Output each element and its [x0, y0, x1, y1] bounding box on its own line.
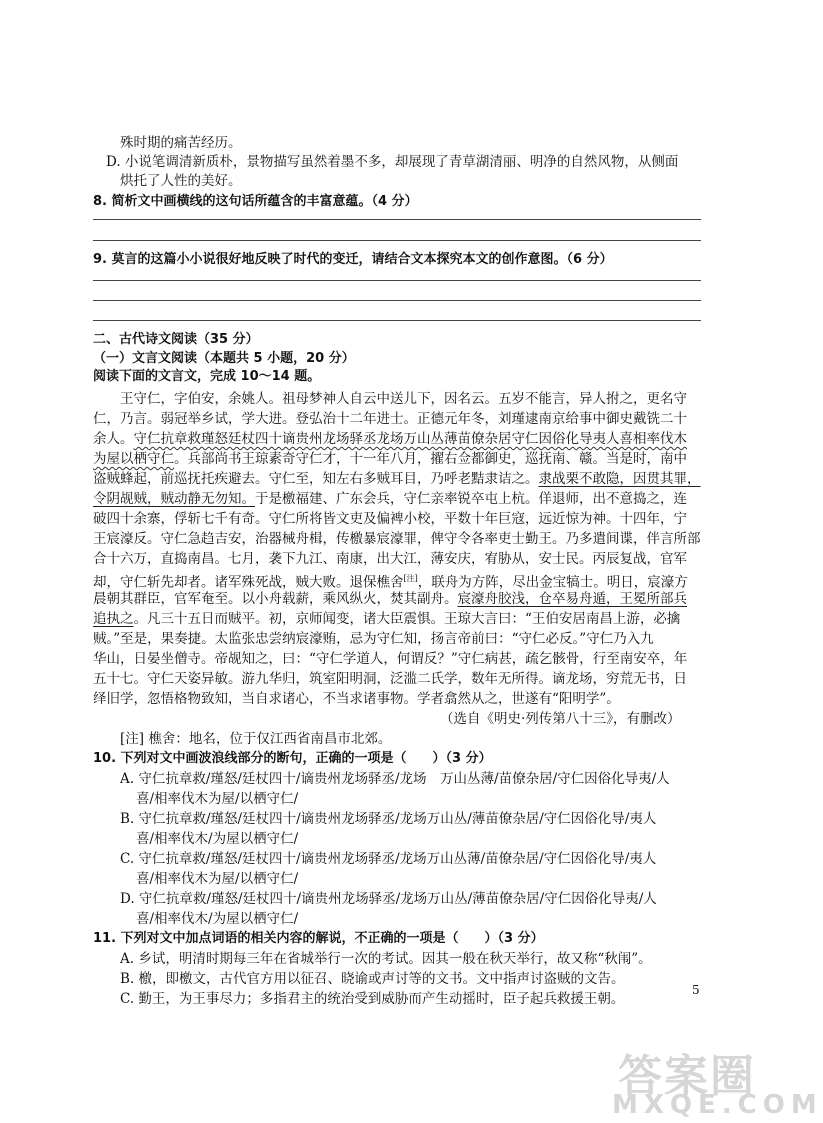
- passage-line: 合十六万，直捣南昌。七月，袭下九江、南康，出大江，薄安庆，宥胁从，安士民。丙辰复战，官军: [93, 551, 687, 567]
- passage-line: 五十七。守仁天姿异敏。游九华归，筑室阳明洞，泛滥二氏学，数年无所得。谪龙场，穷荒无书，日: [93, 671, 687, 687]
- q10-option-c-line1: C. 守仁抗章救/瑾怒/廷杖四十/谪贵州龙场驿丞/龙场万山丛薄/苗僚杂居/守仁因俗化导/夷人: [120, 851, 657, 867]
- wavy-underlined-text: 守仁抗章救瑾怒廷杖四十谪贵州龙场驿丞龙场万山丛薄苗僚杂居守仁因俗化导夷人喜相率伐木: [133, 431, 687, 447]
- question-11-stem: 11. 下列对文中加点词语的相关内容的解说，不正确的一项是（ ）（3 分）: [93, 931, 544, 946]
- passage-line: 令阴觇贼，贼动静无勿知。于是檄福建、广东会兵，守仁亲率锐卒屯上杭。佯退师，出不意捣之，连: [93, 491, 687, 507]
- q10-option-c-line2: 喜/相率伐木为屋/以栖守仁/: [136, 871, 299, 887]
- q10-option-a-line1: A. 守仁抗章救/瑾怒/廷杖四十/谪贵州龙场驿丞/龙场 万山丛薄/苗僚杂居/守仁因俗化导夷/人: [120, 771, 670, 787]
- underlined-sentence: 追执之: [93, 611, 134, 627]
- passage-footnote: [注] 樵舍：地名，位于仅江西省南昌市北郊。: [120, 731, 392, 747]
- wavy-underlined-text: 为屋以栖守仁: [93, 451, 174, 467]
- q10-option-d-line2: 喜/相率伐木/为屋以栖守仁/: [136, 911, 299, 927]
- watermark-logo: 答案圈: [618, 1051, 756, 1102]
- answer-line: [93, 300, 701, 301]
- q11-option-a: A. 乡试，明清时期每三年在省城举行一次的考试。因其一般在秋天举行，故又称“秋闱”。: [120, 951, 652, 967]
- question-8-title: 8. 简析文中画横线的这句话所蕴含的丰富意蕴。（4 分）: [93, 194, 418, 209]
- reading-instruction: 阅读下面的文言文，完成 10～14 题。: [93, 369, 321, 384]
- passage-line: 王宸濠反。守仁急趋吉安，治器械舟楫，传檄暴宸濠罪，俾守令各率吏士勤王。乃多遣间谍，伴言所部: [93, 531, 701, 547]
- passage-line: 仁，乃言。弱冠举乡试，学大进。登弘治十二年进士。正德元年冬，刘瑾逮南京给事中御史戴铣二十: [93, 411, 687, 427]
- passage-line: 余人。守仁抗章救瑾怒廷杖四十谪贵州龙场驿丞龙场万山丛薄苗僚杂居守仁因俗化导夷人喜相率伐木: [93, 431, 687, 447]
- passage-line: 王守仁，字伯安，余姚人。祖母梦神人自云中送儿下，因名云。五岁不能言，异人拊之，更名守: [120, 391, 687, 407]
- footnote-marker: [注]: [403, 574, 418, 583]
- answer-line: [93, 280, 701, 281]
- q11-option-c: C. 勤王，为王事尽力；多指君主的统治受到威胁而产生动摇时，臣子起兵救援王朝。: [120, 991, 625, 1007]
- passage-line: 为屋以栖守仁。兵部尚书王琼素奇守仁才，十一年八月，擢右佥都御史，巡抚南、赣。当是时，南中: [93, 451, 687, 467]
- q10-option-b-line1: B. 守仁抗章救/瑾怒/廷杖四十/谪贵州龙场驿丞/龙场万山丛/薄苗僚杂居/守仁因俗化导/夷人: [120, 811, 657, 827]
- page-number: 5: [692, 983, 700, 997]
- passage-line: 华山，日晏坐僧寺。帝觇知之，曰：“守仁学道人，何谓反？”守仁病甚，疏乞骸骨，行至南安卒，年: [93, 651, 688, 667]
- question-9-title: 9. 莫言的这篇小小说很好地反映了时代的变迁，请结合文本探究本文的创作意图。（6 分）: [93, 252, 613, 267]
- passage-source: （选自《明史·列传第八十三》，有删改）: [440, 711, 681, 727]
- answer-line: [93, 240, 701, 241]
- q7-option-c-tail: 殊时期的痛苦经历。: [120, 135, 242, 151]
- passage-line: 绎旧学，忽悟格物致知，当自求诸心，不当求诸事物。学者翕然从之，世遂有“阳明学”。: [93, 691, 620, 707]
- answer-line: [93, 219, 701, 220]
- q10-option-d-line1: D. 守仁抗章救/瑾怒/廷杖四十/谪贵州龙场驿丞/龙场万山丛/薄苗僚杂居/守仁因俗化导夷/人: [120, 891, 657, 907]
- q7-option-d-line2: 烘托了人性的美好。: [120, 173, 242, 189]
- section-2-title: 二、古代诗文阅读（35 分）: [93, 332, 259, 347]
- passage-line: 贼。”至是，果奏捷。太监张忠尝纳宸濠贿，忌为守仁知，扬言帝前曰：“守仁必反。”守仁乃入九: [93, 631, 654, 647]
- q7-option-d-line1: D. 小说笔调清新质朴，景物描写虽然着墨不多，却展现了青草湖清丽、明净的自然风物，从侧面: [106, 154, 679, 170]
- section-2-subtitle: （一）文言文阅读（本题共 5 小题，20 分）: [93, 351, 355, 366]
- answer-line: [93, 320, 701, 321]
- underlined-sentence: 令阴觇贼，贼动静无勿知。: [93, 491, 255, 507]
- q11-option-b: B. 檄，即檄文，古代官方用以征召、晓谕或声讨等的文书。文中指声讨盗贼的文告。: [120, 971, 625, 987]
- passage-line: 追执之。凡三十五日而贼平。初，京师闻变，诸大臣震惧。王琼大言曰：“王伯安居南昌上游，必擒: [93, 611, 681, 627]
- question-10-stem: 10. 下列对文中画波浪线部分的断句，正确的一项是（ ）（3 分）: [93, 751, 492, 766]
- watermark-url: MXQE.COM: [612, 1090, 823, 1120]
- q10-option-a-line2: 喜/相率伐木为屋/以栖守仁/: [136, 791, 299, 807]
- passage-line: 盗贼蜂起，前巡抚托疾避去。守仁至，知左右多贼耳目，乃呼老黠隶诘之。隶战栗不敢隐，因贯其罪，: [93, 471, 701, 487]
- passage-line: 晨朝其群臣，官军奄至。以小舟载薪，乘风纵火，焚其副舟。宸濠舟胶浅，仓卒易舟遁，王冕所部兵: [93, 591, 687, 607]
- underlined-sentence: 隶战栗不敢隐，因贯其罪，: [538, 471, 701, 487]
- passage-line: 破四十余寨，俘斩七千有奇。守仁所将皆文吏及偏裨小校，平数十年巨寇，远近惊为神。十四年，宁: [93, 511, 687, 527]
- underlined-sentence: 宸濠舟胶浅，仓卒易舟遁，王冕所部兵: [457, 591, 687, 607]
- q10-option-b-line2: 喜/相率伐木/为屋以栖守仁/: [136, 831, 299, 847]
- passage-line: 却，守仁斩先却者。诸军殊死战，贼大败。退保樵舍[注]，联舟为方阵，尽出金宝犒士。明日，宸濠方: [93, 574, 688, 591]
